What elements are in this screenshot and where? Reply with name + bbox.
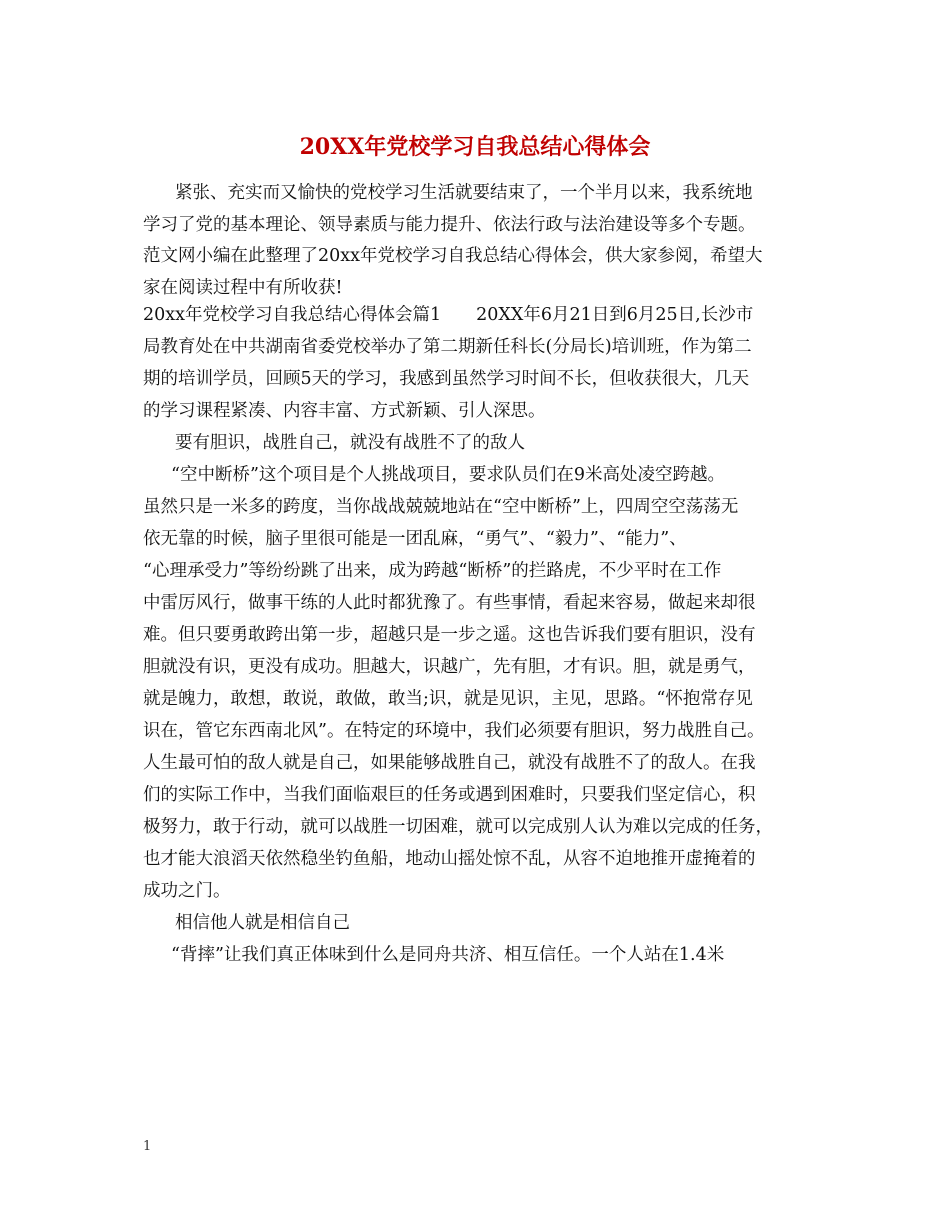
body-line: 虽然只是一米多的跨度，当你战战兢兢地站在“空中断桥”上，四周空空荡荡无 [143, 497, 739, 517]
body-line: 20xx年党校学习自我总结心得体会篇1 20XX年6月21日到6月25日,长沙市 [143, 305, 754, 325]
page-number: 1 [143, 1139, 152, 1154]
body-line: 胆就没有识，更没有成功。胆越大，识越广，先有胆，才有识。胆，就是勇气， [143, 657, 756, 677]
body-line: 期的培训学员，回顾5天的学习，我感到虽然学习时间不长，但收获很大，几天 [143, 369, 750, 389]
body-line: “心理承受力”等纷纷跳了出来，成为跨越“断桥”的拦路虎，不少平时在工作 [143, 561, 722, 581]
section-heading: 相信他人就是相信自己 [175, 913, 350, 933]
body-line: 学习了党的基本理论、领导素质与能力提升、依法行政与法治建设等多个专题。 [143, 215, 756, 235]
body-line: 就是魄力，敢想，敢说，敢做，敢当;识，就是见识，主见，思路。“怀抱常存见 [143, 689, 753, 709]
body-line: 们的实际工作中，当我们面临艰巨的任务或遇到困难时，只要我们坚定信心，积 [143, 785, 756, 805]
body-line: “空中断桥”这个项目是个人挑战项目，要求队员们在9米高处凌空跨越。 [171, 465, 726, 485]
section-heading: 要有胆识，战胜自己，就没有战胜不了的敌人 [175, 433, 525, 453]
body-line: 识在，管它东西南北风”。在特定的环境中，我们必须要有胆识，努力战胜自己。 [143, 721, 765, 741]
body-line: 难。但只要勇敢跨出第一步，超越只是一步之遥。这也告诉我们要有胆识，没有 [143, 625, 756, 645]
body-line: 人生最可怕的敌人就是自己，如果能够战胜自己，就没有战胜不了的敌人。在我 [143, 753, 756, 773]
body-line: 中雷厉风行，做事干练的人此时都犹豫了。有些事情，看起来容易，做起来却很 [143, 593, 756, 613]
document-title: 20XX年党校学习自我总结心得体会 [299, 134, 651, 160]
body-line: 紧张、充实而又愉快的党校学习生活就要结束了，一个半月以来，我系统地 [175, 183, 753, 203]
body-line: 成功之门。 [143, 881, 231, 901]
body-line: 范文网小编在此整理了20xx年党校学习自我总结心得体会，供大家参阅，希望大 [143, 246, 763, 266]
body-line: “背摔”让我们真正体味到什么是同舟共济、相互信任。一个人站在1.4米 [171, 945, 725, 965]
body-line: 极努力，敢于行动，就可以战胜一切困难，就可以完成别人认为难以完成的任务， [143, 817, 773, 837]
body-line: 的学习课程紧凑、内容丰富、方式新颖、引人深思。 [143, 401, 546, 421]
body-line: 也才能大浪滔天依然稳坐钓鱼船，地动山摇处惊不乱，从容不迫地推开虚掩着的 [143, 849, 756, 869]
body-line: 局教育处在中共湖南省委党校举办了第二期新任科长(分局长)培训班，作为第二 [143, 337, 752, 357]
body-line: 家在阅读过程中有所收获! [143, 278, 343, 298]
body-line: 依无靠的时候，脑子里很可能是一团乱麻，“勇气”、“毅力”、“能力”、 [143, 529, 687, 549]
